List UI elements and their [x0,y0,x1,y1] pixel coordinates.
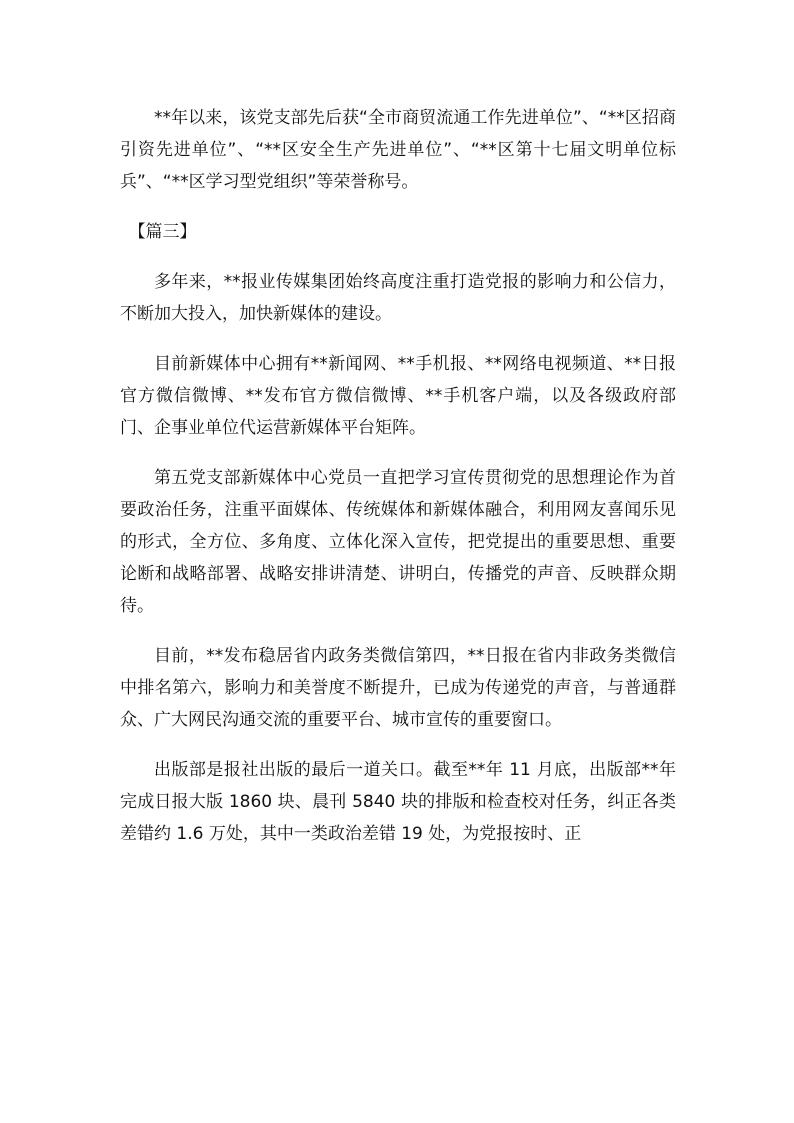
paragraph-intro: 多年来，**报业传媒集团始终高度注重打造党报的影响力和公信力，不断加大投入，加快新媒体的建设。 [120,272,676,324]
paragraph-ranking: 目前，**发布稳居省内政务类微信第四，**日报在省内非政务类微信中排名第六，影响力和美誉度不断提升，已成为传递党的声音，与普通群众、广大网民沟通交流的重要平台、城市宣传的重要窗口。 [120,646,676,730]
paragraph-party-branch: 第五党支部新媒体中心党员一直把学习宣传贯彻党的思想理论作为首要政治任务，注重平面媒体、传统媒体和新媒体融合，利用网友喜闻乐见的形式，全方位、多角度、立体化深入宣传，把党提出的重要思想、重要论断和战略部署、战略安排讲清楚、讲明白，传播党的声音、反映群众期待。 [120,468,676,616]
paragraph-publishing: 出版部是报社出版的最后一道关口。截至**年 11 月底，出版部**年完成日报大版 1860 块、晨刊 5840 块的排版和检查校对任务，纠正各类差错约 1.6 万处，其中一类政治差错 19 处，为党报按时、正 [120,760,676,844]
document-page [120,102,676,850]
section-heading: 【篇三】 [128,222,197,242]
paragraph-honors: **年以来，该党支部先后获“全市商贸流通工作先进单位”、“**区招商引资先进单位”、“**区安全生产先进单位”、“**区第十七届文明单位标兵”、“**区学习型党组织”等荣誉称号。 [120,108,676,192]
paragraph-new-media-center: 目前新媒体中心拥有**新闻网、**手机报、**网络电视频道、**日报官方微信微博、**发布官方微信微博、**手机客户端，以及各级政府部门、企事业单位代运营新媒体平台矩阵。 [120,354,676,438]
